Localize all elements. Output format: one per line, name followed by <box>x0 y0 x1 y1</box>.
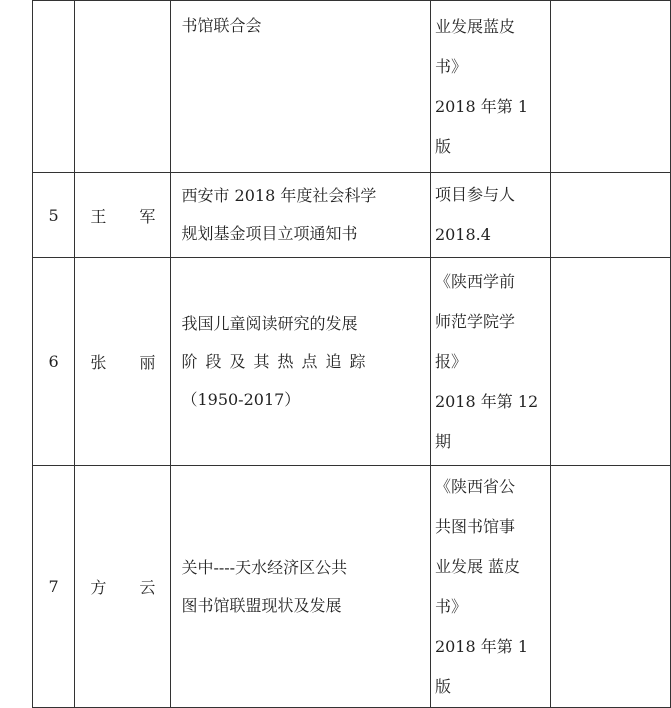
author-name: 张 丽 <box>90 353 170 372</box>
publication-line: 《陕西学前 <box>434 271 515 291</box>
publication-line: 期 <box>434 431 451 451</box>
cell-publication <box>430 466 551 708</box>
title-line: （1950-2017） <box>181 389 301 409</box>
publication-line: 2018 年第 12 <box>434 391 539 411</box>
publication-line: 师范学院学 <box>434 311 515 331</box>
cell-no <box>33 466 75 708</box>
title-line: 我国儿童阅读研究的发展 <box>181 313 358 333</box>
publication-line: 版 <box>434 137 451 156</box>
title-line: 书馆联合会 <box>181 16 262 35</box>
publication-line: 书》 <box>434 596 467 616</box>
publication-line: 书》 <box>434 57 467 76</box>
table-row <box>33 1 671 173</box>
title-line: 阶段及其热点追踪 <box>181 351 374 371</box>
row-number: 6 <box>48 352 59 371</box>
cell-publication <box>430 258 551 466</box>
publication-line: 业发展蓝皮 <box>434 17 515 36</box>
cell-name <box>75 258 171 466</box>
row-number: 7 <box>48 577 59 596</box>
publication-line: 共图书馆事 <box>434 516 515 536</box>
cell-extra <box>551 173 671 258</box>
cell-no <box>33 1 75 173</box>
cell-no <box>33 173 75 258</box>
title-line: 规划基金项目立项通知书 <box>181 224 358 243</box>
publication-table <box>32 0 671 708</box>
cell-extra <box>551 258 671 466</box>
cell-title <box>171 466 430 708</box>
publication-line: 《陕西省公 <box>434 476 515 496</box>
cell-no <box>33 258 75 466</box>
publication-line: 项目参与人 <box>434 185 515 204</box>
cell-name <box>75 173 171 258</box>
table-row <box>33 258 671 466</box>
publication-line: 2018 年第 1 <box>434 636 529 656</box>
cell-extra <box>551 466 671 708</box>
table-row <box>33 466 671 708</box>
cell-publication <box>430 173 551 258</box>
author-name: 王 军 <box>90 206 170 226</box>
cell-name <box>75 466 171 708</box>
cell-extra <box>551 1 671 173</box>
table-row <box>33 173 671 258</box>
title-line: 关中----天水经济区公共 <box>181 557 348 577</box>
cell-title <box>171 1 430 173</box>
cell-title <box>171 173 430 258</box>
publication-line: 2018 年第 1 <box>434 97 529 116</box>
cell-publication <box>430 1 551 173</box>
publication-line: 业发展 蓝皮 <box>434 556 521 576</box>
title-line: 西安市 2018 年度社会科学 <box>181 186 377 205</box>
row-number: 5 <box>48 205 59 225</box>
title-line: 图书馆联盟现状及发展 <box>181 595 342 615</box>
cell-title <box>171 258 430 466</box>
publication-line: 版 <box>434 676 451 696</box>
publication-line: 2018.4 <box>434 225 491 244</box>
cell-name <box>75 1 171 173</box>
author-name: 方 云 <box>90 578 170 597</box>
publication-line: 报》 <box>434 351 467 371</box>
